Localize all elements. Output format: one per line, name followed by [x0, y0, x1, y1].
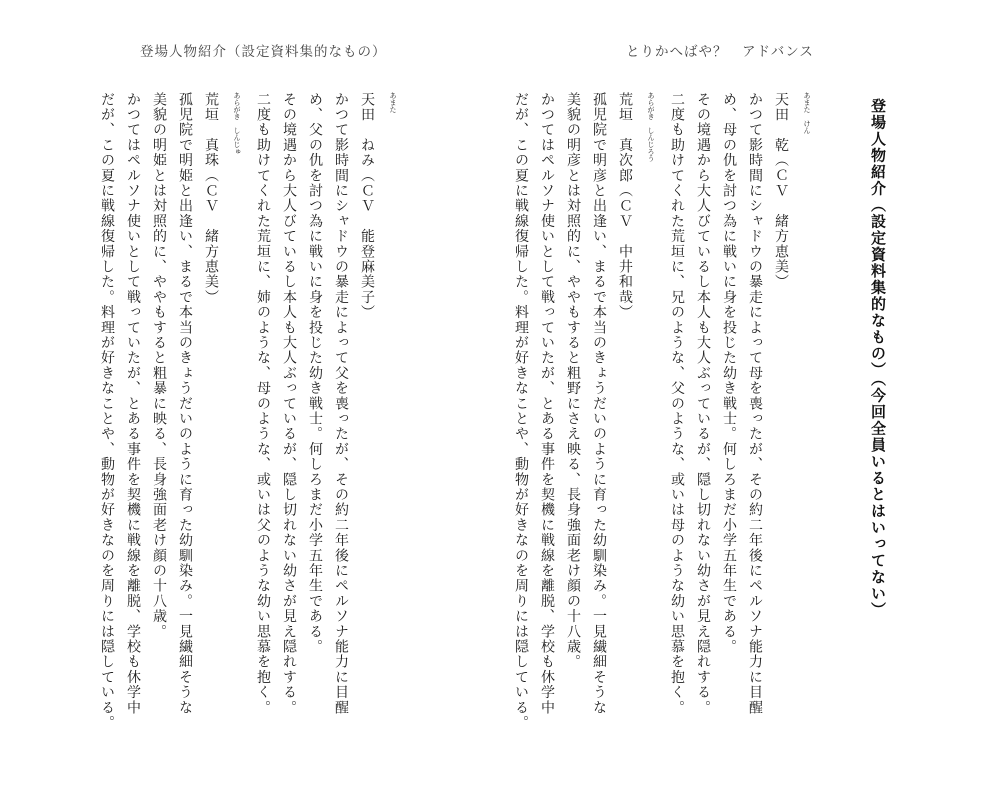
bio-line: その境遇から大人びているし本人も大人ぶっているが、隠し切れない幼さが見え隠れする。: [695, 92, 711, 716]
character-name-amada-ken: [768, 92, 820, 792]
bio-line: 二度も助けてくれた荒垣に、姉のような、母のような、或いは父のような幼い思慕を抱く。: [255, 92, 271, 716]
name-line-amada-ken: 天田 乾（ＣＶ 緒方恵美）: [773, 92, 789, 290]
bio-line: かつてはペルソナ使いとして戦っていたが、とある事件を契機に戦線を離脱、学校も休学中: [125, 92, 141, 716]
bio-line: だが、この夏に戦線復帰した。料理が好きなことや、動物が好きなのを周りには隠している。: [99, 92, 115, 731]
bio-line: 美貌の明姫とは対照的に、ややもすると粗暴に映る、長身強面老け顔の十八歳。: [151, 92, 167, 640]
bio-line: 美貌の明彦とは対照的に、ややもすると粗野にさえ映る、長身強面老け顔の十八歳。: [565, 92, 581, 670]
bio-line: かつてはペルソナ使いとして戦っていたが、とある事件を契機に戦線を離脱、学校も休学中: [539, 92, 555, 716]
character-name-aragaki-shinjiro: [612, 92, 664, 792]
furigana-amada-ken: あまた けん: [803, 92, 811, 134]
character-name-amada-nemi: [354, 92, 406, 792]
section-title: 登場人物紹介（設定資料集的なもの）（今回全員いるとはいってない）: [869, 98, 887, 619]
name-line-aragaki-shinju: 荒垣 真珠（ＣＶ 緒方恵美）: [203, 92, 219, 305]
right-page-body: [513, 92, 820, 792]
bio-line: め、母の仇を討つ為に戦いに身を投じた幼き戦士。何しろまだ小学五年生である。: [721, 92, 737, 655]
bio-line: かつて影時間にシャドウの暴走によって母を喪ったが、その約二年後にペルソナ能力に目醒: [747, 92, 763, 716]
name-line-amada-nemi: 天田 ねみ（ＣＶ 能登麻美子）: [359, 92, 375, 320]
furigana-amada-nemi: あまた: [389, 92, 397, 113]
bio-line: だが、この夏に戦線復帰した。料理が好きなことや、動物が好きなのを周りには隠している。: [513, 92, 529, 731]
bio-line: め、父の仇を討つ為に戦いに身を投じた幼き戦士。何しろまだ小学五年生である。: [307, 92, 323, 655]
bio-line: 二度も助けてくれた荒垣に、兄のような、父のような、或いは母のような幼い思慕を抱く。: [669, 92, 685, 716]
bio-line: 孤児院で明彦と出逢い、まるで本当のきょうだいのように育った幼馴染み。一見繊細そうな: [591, 92, 607, 716]
furigana-aragaki-shinjiro: あらがき しんじろう: [647, 92, 655, 162]
left-page-body: [96, 92, 406, 792]
running-head-right: とりかへばや？ アドバンス: [626, 44, 814, 60]
character-name-aragaki-shinju: [198, 92, 250, 792]
bio-line: 孤児院で明姫と出逢い、まるで本当のきょうだいのように育った幼馴染み。一見繊細そうな: [177, 92, 193, 716]
name-line-aragaki-shinjiro: 荒垣 真次郎（ＣＶ 中井和哉）: [617, 92, 633, 320]
running-head-left: 登場人物紹介（設定資料集的なもの）: [140, 44, 387, 60]
bio-line: その境遇から大人びているし本人も大人ぶっているが、隠し切れない幼さが見え隠れする。: [281, 92, 297, 716]
furigana-aragaki-shinju: あらがき しんじゅ: [233, 92, 241, 155]
bio-line: かつて影時間にシャドウの暴走によって父を喪ったが、その約二年後にペルソナ能力に目醒: [333, 92, 349, 716]
